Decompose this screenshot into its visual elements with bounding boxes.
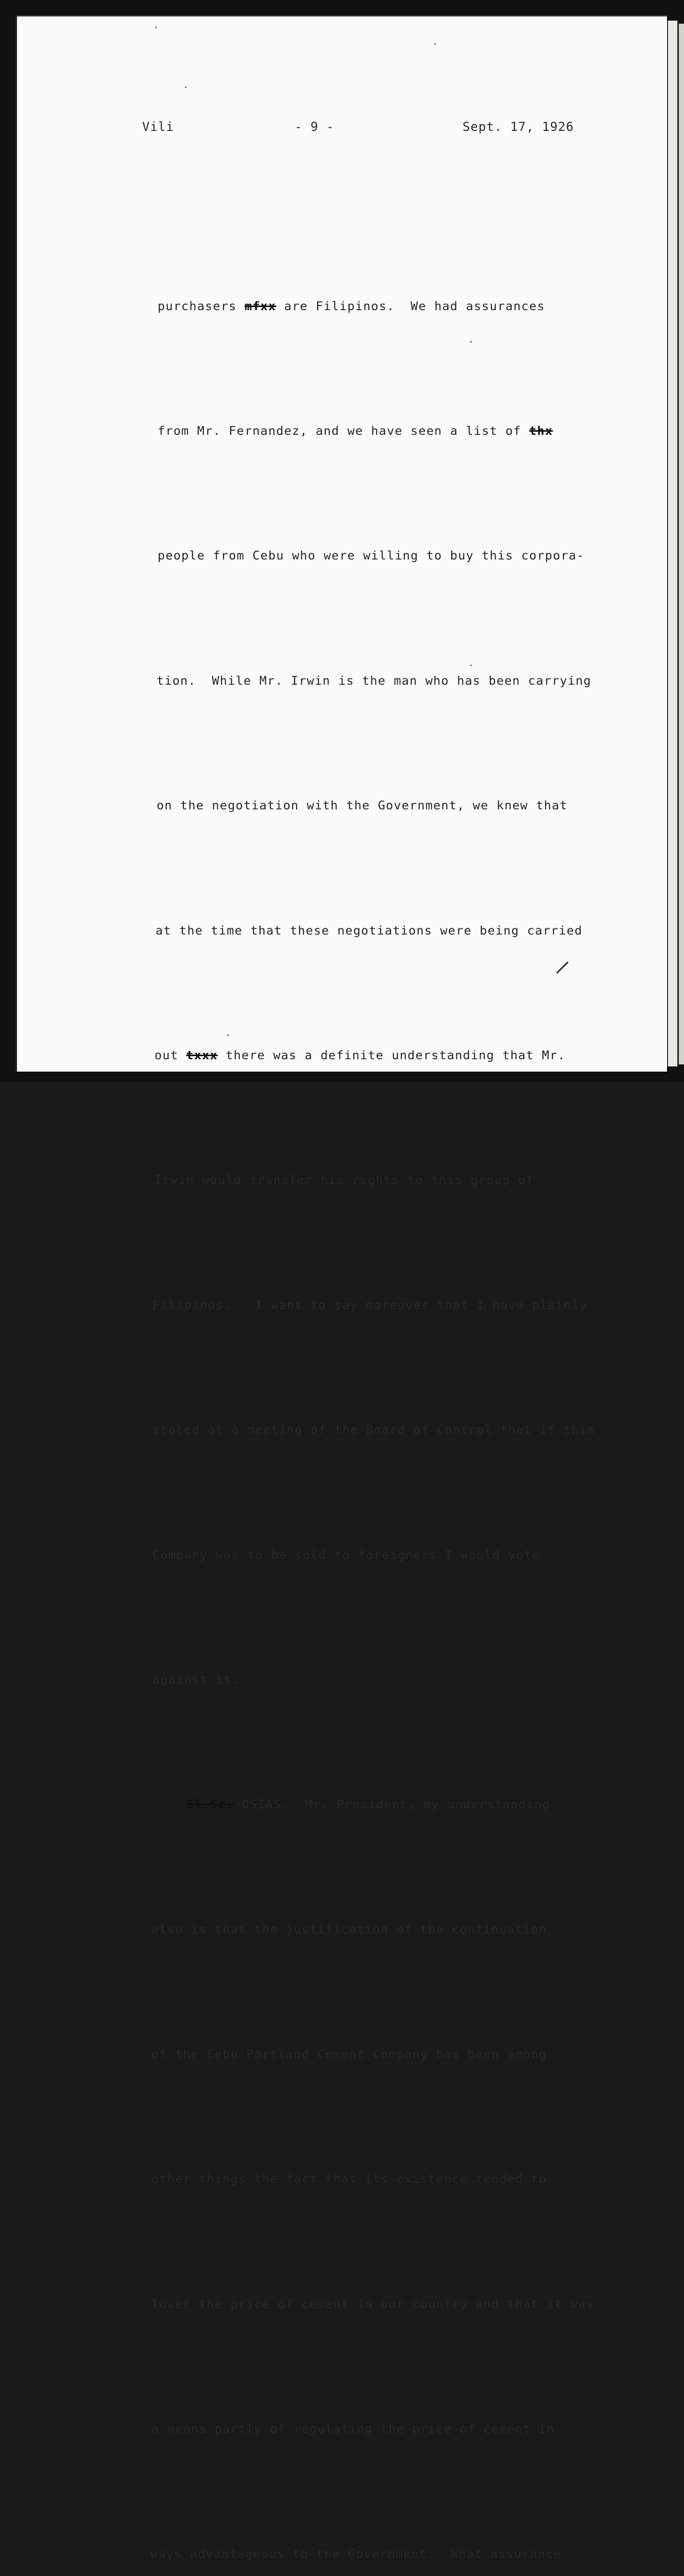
text-line: on the negotiation with the Government, we knew that (157, 798, 568, 813)
text-line: lower the price of cement in our country and that it was (151, 2296, 594, 2311)
handwritten-mark: / (554, 956, 571, 979)
text-line: ways advantageous to the Government. What assurance (150, 2546, 562, 2561)
text-line: Company was to be sold to foreigners I would vote (152, 1547, 540, 1562)
text-line: people from Cebu who were willing to buy this corpora- (158, 548, 585, 563)
document-body (139, 202, 603, 2576)
text-line: Irwin would transfer his rights to this group of (155, 1173, 534, 1188)
struck-text: mfxx (244, 298, 277, 313)
text-line: against it. (152, 1672, 240, 1687)
speaker-label: El Sr. (186, 1797, 234, 1812)
text-line: from Mr. Fernandez, and we have seen a list of thx (158, 423, 553, 438)
text-line: a means partly of regulating the price of cement in (151, 2421, 555, 2436)
speaker-line: El Sr. OSIAS. Mr. President, my understanding (186, 1797, 551, 1812)
page-edge (667, 21, 679, 1066)
text-line: of the Cebu Portland Cement Company has been among (151, 2047, 547, 2062)
text-line: purchasers mfxx are Filipinos. We had assurances (158, 298, 545, 313)
text-line: other things the fact that its existence tended to (151, 2172, 547, 2187)
text-line: at the time that these negotiations were being carried (156, 923, 583, 938)
struck-text: txxx (186, 1047, 218, 1062)
text-line: stated at a meeting of the Board of Control that if this (152, 1422, 595, 1437)
page-number: - 9 - (295, 120, 335, 134)
text-line: also is that the justification of the continuation (151, 1922, 547, 1937)
text-line: out txxx there was a definite understanding that Mr. (155, 1047, 566, 1062)
struck-text: thx (529, 423, 553, 438)
header-date: Sept. 17, 1926 (463, 120, 574, 134)
page-edge-shadow (679, 24, 684, 1064)
header-left-code: Vili (142, 120, 174, 134)
text-line: Filipinos. I want to say moreover that I have plainly (152, 1297, 588, 1312)
text-line: tion. While Mr. Irwin is the man who has been carrying (157, 673, 592, 688)
page-header (0, 120, 684, 140)
